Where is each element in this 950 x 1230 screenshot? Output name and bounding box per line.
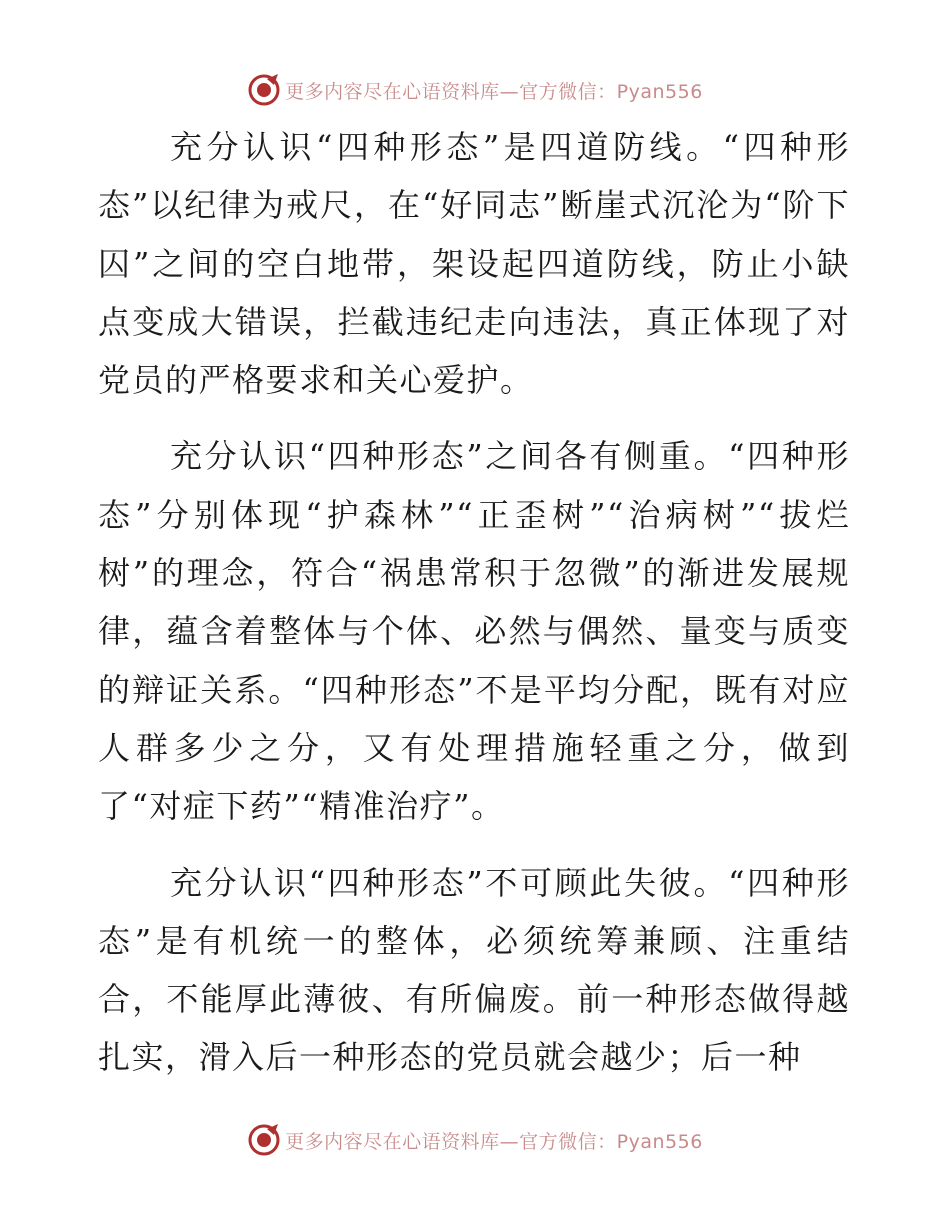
watermark-logo-icon — [247, 1123, 281, 1157]
paragraph-3: 充分认识“四种形态”不可顾此失彼。“四种形态”是有机统一的整体，必须统筹兼顾、注重结合，不能厚此薄彼、有所偏废。前一种形态做得越扎实，滑入后一种形态的党员就会越少；后一种 — [98, 863, 850, 1077]
footer-watermark-text: 更多内容尽在心语资料库—官方微信：Pyan556 — [285, 1130, 703, 1153]
paragraph-1: 充分认识“四种形态”是四道防线。“四种形态”以纪律为戒尺，在“好同志”断崖式沉沦为“阶下囚”之间的空白地带，架设起四道防线，防止小缺点变成大错误，拦截违纪走向违法，真正体现了对党员的严格要求和关心爱护。 — [98, 128, 850, 400]
header-watermark — [0, 70, 950, 110]
footer-watermark — [0, 1120, 950, 1160]
watermark-logo-icon — [247, 73, 281, 107]
paragraph-2: 充分认识“四种形态”之间各有侧重。“四种形态”分别体现“护森林”“正歪树”“治病树”“拔烂树”的理念，符合“祸患常积于忽微”的渐进发展规律，蕴含着整体与个体、必然与偶然、量变与质变的辩证关系。“四种形态”不是平均分配，既有对应人群多少之分，又有处理措施轻重之分，做到了“对症下药”“精准治疗”。 — [98, 437, 850, 826]
header-watermark-text: 更多内容尽在心语资料库—官方微信：Pyan556 — [285, 80, 703, 103]
document-body — [98, 118, 850, 1105]
